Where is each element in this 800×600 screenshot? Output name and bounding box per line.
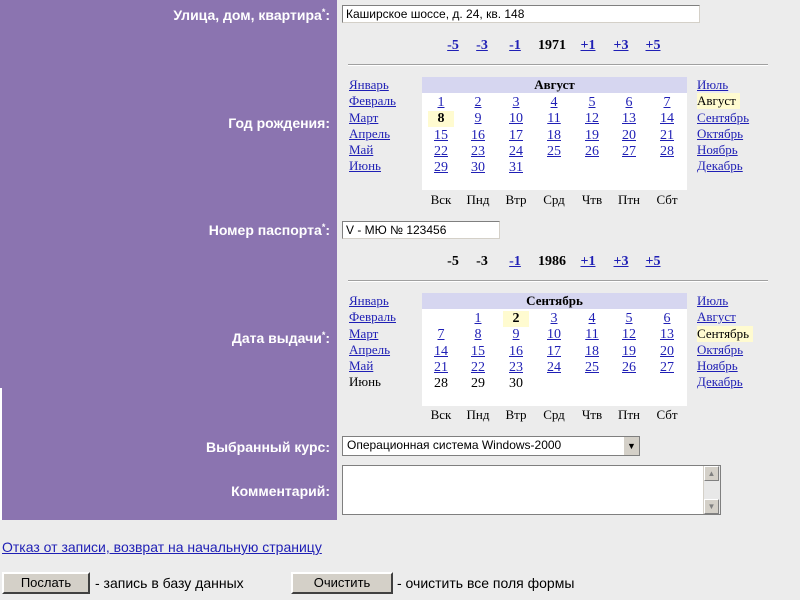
calendar-day[interactable]: 2 bbox=[474, 95, 482, 110]
birth-calendar-title: Август bbox=[422, 77, 687, 93]
calendar-day[interactable]: 5 bbox=[625, 311, 633, 326]
scroll-up-icon[interactable]: ▲ bbox=[704, 466, 719, 481]
calendar-day: 29 bbox=[471, 376, 485, 392]
calendar-day: 30 bbox=[509, 376, 523, 392]
submit-note: - запись в базу данных bbox=[95, 575, 244, 591]
calendar-day[interactable]: 11 bbox=[547, 111, 561, 127]
year-link[interactable]: +3 bbox=[613, 38, 629, 53]
year-link[interactable]: -1 bbox=[509, 38, 521, 53]
calendar-day[interactable]: 7 bbox=[437, 327, 445, 343]
divider bbox=[348, 64, 768, 66]
calendar-day[interactable]: 31 bbox=[509, 160, 523, 176]
calendar-day[interactable]: 3 bbox=[512, 95, 520, 110]
issue-months-left bbox=[349, 293, 396, 391]
address-label: Улица, дом, квартира*: bbox=[173, 7, 330, 23]
weekday-header: Срд bbox=[543, 407, 565, 422]
calendar-day[interactable]: 17 bbox=[509, 127, 523, 143]
month-link[interactable]: Апрель bbox=[349, 125, 391, 141]
calendar-day[interactable]: 13 bbox=[660, 327, 674, 343]
year-link[interactable]: +5 bbox=[645, 38, 661, 53]
calendar-day[interactable]: 9 bbox=[474, 111, 482, 127]
birth-months-left bbox=[349, 77, 396, 175]
month-link[interactable]: Ноябрь bbox=[697, 142, 738, 158]
calendar-day[interactable]: 11 bbox=[585, 327, 599, 343]
weekday-header: Чтв bbox=[581, 407, 603, 422]
birth-date-label: Год рождения: bbox=[228, 115, 330, 131]
calendar-day[interactable]: 6 bbox=[625, 95, 633, 110]
calendar-day[interactable]: 21 bbox=[660, 127, 674, 143]
month-link[interactable]: Февраль bbox=[349, 309, 396, 325]
clear-button[interactable]: Очистить bbox=[291, 572, 393, 594]
comment-textarea[interactable] bbox=[342, 465, 721, 515]
calendar-day[interactable]: 25 bbox=[547, 143, 561, 159]
cancel-link[interactable]: Отказ от записи, возврат на начальную страницу bbox=[2, 539, 322, 555]
calendar-day[interactable]: 23 bbox=[471, 143, 485, 159]
calendar-day[interactable]: 20 bbox=[622, 127, 636, 143]
calendar-day[interactable]: 5 bbox=[588, 95, 596, 110]
month-link[interactable]: Апрель bbox=[349, 341, 391, 357]
calendar-day[interactable]: 9 bbox=[512, 327, 520, 343]
month-link[interactable]: Январь bbox=[349, 293, 389, 308]
calendar-day[interactable]: 30 bbox=[471, 160, 485, 176]
month-link[interactable]: Октябрь bbox=[697, 125, 744, 141]
calendar-day[interactable]: 15 bbox=[434, 127, 448, 143]
calendar-day[interactable]: 19 bbox=[585, 127, 599, 143]
current-year: 1971 bbox=[538, 38, 566, 53]
weekday-header: Втр bbox=[505, 192, 527, 207]
calendar-day[interactable]: 12 bbox=[585, 111, 599, 127]
calendar-day[interactable]: 14 bbox=[434, 343, 448, 359]
calendar-day[interactable]: 10 bbox=[509, 111, 523, 127]
address-input[interactable]: Каширское шоссе, д. 24, кв. 148 bbox=[342, 5, 700, 23]
calendar-day[interactable]: 13 bbox=[622, 111, 636, 127]
calendar-day[interactable]: 18 bbox=[585, 343, 599, 359]
course-label: Выбранный курс: bbox=[205, 439, 330, 455]
issue-date-label: Дата выдачи*: bbox=[231, 330, 330, 346]
passport-label: Номер паспорта*: bbox=[208, 222, 330, 238]
calendar-day[interactable]: 16 bbox=[471, 127, 485, 143]
month-link[interactable]: Июль bbox=[697, 77, 729, 92]
month-link[interactable]: Июль bbox=[697, 293, 729, 308]
issue-year-nav bbox=[340, 254, 770, 272]
month-link[interactable]: Декабрь bbox=[697, 374, 743, 390]
issue-calendar bbox=[422, 293, 687, 406]
calendar-day[interactable]: 3 bbox=[550, 311, 558, 326]
clear-note: - очистить все поля формы bbox=[397, 575, 575, 591]
birth-months-right bbox=[697, 77, 749, 175]
calendar-day[interactable]: 15 bbox=[471, 343, 485, 359]
calendar-day[interactable]: 8 bbox=[474, 327, 482, 343]
year-step: -3 bbox=[476, 254, 488, 269]
weekday-header: Пнд bbox=[466, 407, 490, 422]
calendar-day[interactable]: 1 bbox=[437, 95, 445, 110]
calendar-day[interactable]: 24 bbox=[547, 359, 561, 375]
weekday-header: Птн bbox=[617, 192, 641, 207]
birth-weekdays bbox=[422, 192, 687, 208]
month-link[interactable]: Май bbox=[349, 142, 374, 158]
calendar-day[interactable]: 22 bbox=[434, 143, 448, 159]
course-select-value: Операционная система Windows-2000 bbox=[347, 438, 562, 452]
year-link[interactable]: +5 bbox=[645, 254, 661, 269]
month-link[interactable]: Май bbox=[349, 358, 374, 374]
month-link[interactable]: Ноябрь bbox=[697, 358, 738, 374]
weekday-header: Сбт bbox=[656, 407, 678, 422]
calendar-day[interactable]: 27 bbox=[622, 143, 636, 159]
weekday-header: Пнд bbox=[466, 192, 490, 207]
calendar-day[interactable]: 24 bbox=[509, 143, 523, 159]
calendar-day[interactable]: 10 bbox=[547, 327, 561, 343]
comment-label: Комментарий: bbox=[231, 483, 330, 499]
calendar-day[interactable]: 14 bbox=[660, 111, 674, 127]
scroll-down-icon[interactable]: ▼ bbox=[704, 499, 719, 514]
month-link[interactable]: Июнь bbox=[349, 158, 381, 174]
weekday-header: Чтв bbox=[581, 192, 603, 207]
calendar-day[interactable]: 18 bbox=[547, 127, 561, 143]
month-link[interactable]: Декабрь bbox=[697, 158, 743, 174]
weekday-header: Птн bbox=[617, 407, 641, 422]
calendar-day[interactable]: 4 bbox=[588, 311, 596, 326]
month-link[interactable]: Январь bbox=[349, 77, 389, 92]
year-step: -5 bbox=[447, 254, 459, 269]
issue-calendar-title: Сентябрь bbox=[422, 293, 687, 309]
calendar-day: 28 bbox=[434, 376, 448, 392]
calendar-day[interactable]: 22 bbox=[471, 359, 485, 375]
month-link[interactable]: Октябрь bbox=[697, 341, 744, 357]
month-link[interactable]: Март bbox=[349, 325, 379, 341]
year-link[interactable]: -3 bbox=[476, 38, 488, 53]
calendar-day[interactable]: 21 bbox=[434, 359, 448, 375]
divider bbox=[348, 280, 768, 282]
passport-input[interactable]: V - МЮ № 123456 bbox=[342, 221, 500, 239]
calendar-day[interactable]: 7 bbox=[663, 95, 671, 110]
calendar-day[interactable]: 20 bbox=[660, 343, 674, 359]
course-select[interactable] bbox=[342, 436, 640, 456]
year-link[interactable]: -5 bbox=[447, 38, 459, 53]
calendar-day-selected: 2 bbox=[503, 311, 529, 327]
calendar-day-selected: 8 bbox=[428, 111, 454, 127]
calendar-day[interactable]: 25 bbox=[585, 359, 599, 375]
calendar-day[interactable]: 17 bbox=[547, 343, 561, 359]
year-link[interactable]: +1 bbox=[580, 254, 596, 269]
calendar-day[interactable]: 27 bbox=[660, 359, 674, 375]
chevron-down-icon[interactable]: ▼ bbox=[623, 437, 639, 455]
weekday-header: Сбт bbox=[656, 192, 678, 207]
month-link[interactable]: Сентябрь bbox=[697, 109, 750, 125]
issue-weekdays bbox=[422, 407, 687, 423]
calendar-day[interactable]: 23 bbox=[509, 359, 523, 375]
weekday-header: Втр bbox=[505, 407, 527, 422]
month-link[interactable]: Февраль bbox=[349, 93, 396, 109]
birth-year-nav bbox=[340, 38, 770, 56]
calendar-day[interactable]: 26 bbox=[622, 359, 636, 375]
calendar-day[interactable]: 12 bbox=[622, 327, 636, 343]
weekday-header: Срд bbox=[543, 192, 565, 207]
month-link[interactable]: Август bbox=[697, 309, 736, 325]
month-selected: Август bbox=[697, 93, 740, 109]
calendar-day[interactable]: 19 bbox=[622, 343, 636, 359]
weekday-header: Вск bbox=[430, 192, 452, 207]
birth-calendar bbox=[422, 77, 687, 190]
comment-scrollbar[interactable] bbox=[703, 466, 720, 514]
submit-button[interactable]: Послать bbox=[2, 572, 90, 594]
month-link[interactable]: Март bbox=[349, 109, 379, 125]
calendar-day[interactable]: 29 bbox=[434, 160, 448, 176]
weekday-header: Вск bbox=[430, 407, 452, 422]
month-label: Июнь bbox=[349, 374, 381, 390]
issue-months-right bbox=[697, 293, 753, 391]
calendar-day[interactable]: 26 bbox=[585, 143, 599, 159]
year-link[interactable]: +1 bbox=[580, 38, 596, 53]
calendar-day[interactable]: 6 bbox=[663, 311, 671, 326]
calendar-day[interactable]: 16 bbox=[509, 343, 523, 359]
calendar-day[interactable]: 4 bbox=[550, 95, 558, 110]
year-link[interactable]: +3 bbox=[613, 254, 629, 269]
panel-edge bbox=[0, 388, 2, 520]
current-year: 1986 bbox=[538, 254, 566, 269]
calendar-day[interactable]: 1 bbox=[474, 311, 482, 326]
year-link[interactable]: -1 bbox=[509, 254, 521, 269]
month-selected: Сентябрь bbox=[697, 326, 753, 342]
calendar-day[interactable]: 28 bbox=[660, 143, 674, 159]
